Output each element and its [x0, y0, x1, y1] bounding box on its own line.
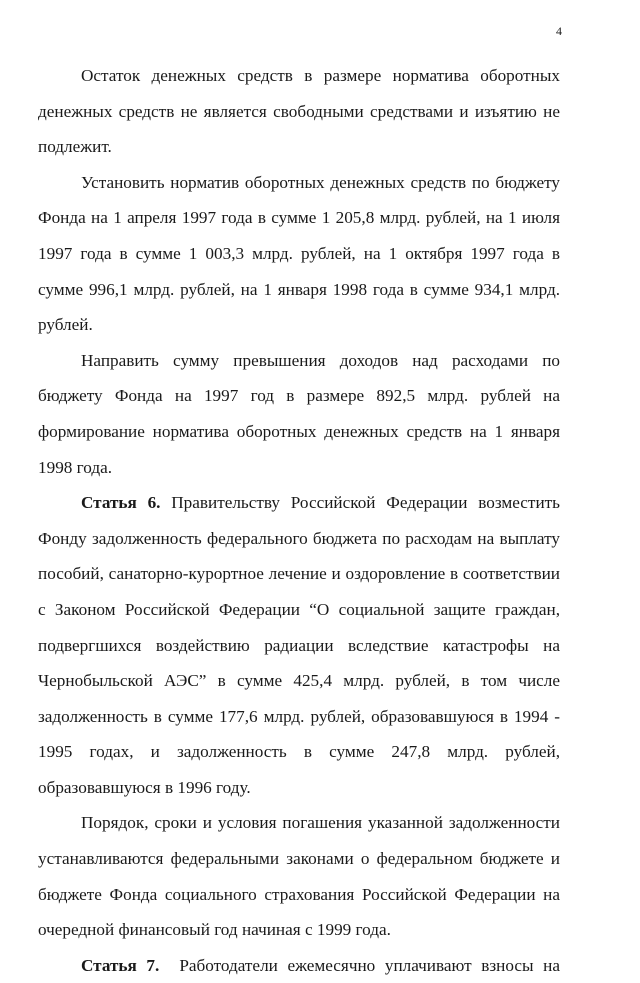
- article-6: [38, 485, 560, 805]
- article-7: [38, 948, 560, 983]
- article-7-text: Работодатели ежемесячно уплачивают взносы на: [179, 955, 560, 975]
- document-body: [38, 58, 560, 983]
- paragraph-text: Установить норматив оборотных денежных средств по бюджету Фонда на 1 апреля 1997 года в сумме 1 205,8 млрд. рублей, на 1 июля 1997 года в сумме 1 003,3 млрд. рублей, на 1 октября 1997 года в сумме 996,1 млрд. рублей, на 1 января 1998 года в сумме 934,1 млрд. рублей.: [38, 172, 560, 335]
- paragraph-text: Направить сумму превышения доходов над расходами по бюджету Фонда на 1997 год в размере 892,5 млрд. рублей на формирование норматива оборотных денежных средств на 1 января 1998 года.: [38, 350, 560, 477]
- page-number: 4: [556, 24, 562, 38]
- article-7-heading: Статья 7.: [81, 955, 160, 975]
- paragraph-text: Остаток денежных средств в размере норматива оборотных денежных средств не является свободными средствами и изъятию не подлежит.: [38, 66, 560, 157]
- paragraph-working-capital-norm: [38, 165, 560, 343]
- paragraph-cash-balance: [38, 58, 560, 165]
- paragraph-text: Порядок, сроки и условия погашения указанной задолженности устанавливаются федеральными законами о федеральном бюджете и бюджете Фонда социального страхования Российской Федерации на очередной финансовый год начиная с 1999 года.: [38, 813, 560, 940]
- article-6-text: Правительству Российской Федерации возместить Фонду задолженность федерального бюджета по расходам на выплату пособий, санаторно-курортное лечение и оздоровление в соответствии с Законом Российской Федерации “О социальной защите граждан, подвергшихся воздействию радиации вследствие катастрофы на Чернобыльской АЭС” в сумме 425,4 млрд. рублей, в том числе задолженность в сумме 177,6 млрд. рублей, образовавшуюся в 1994 - 1995 годах, и задолженность в сумме 247,8 млрд. рублей, образовавшуюся в 1996 году.: [38, 493, 560, 797]
- paragraph-debt-repayment-order: [38, 805, 560, 947]
- article-6-heading: Статья 6.: [81, 493, 161, 513]
- paragraph-surplus-allocation: [38, 343, 560, 485]
